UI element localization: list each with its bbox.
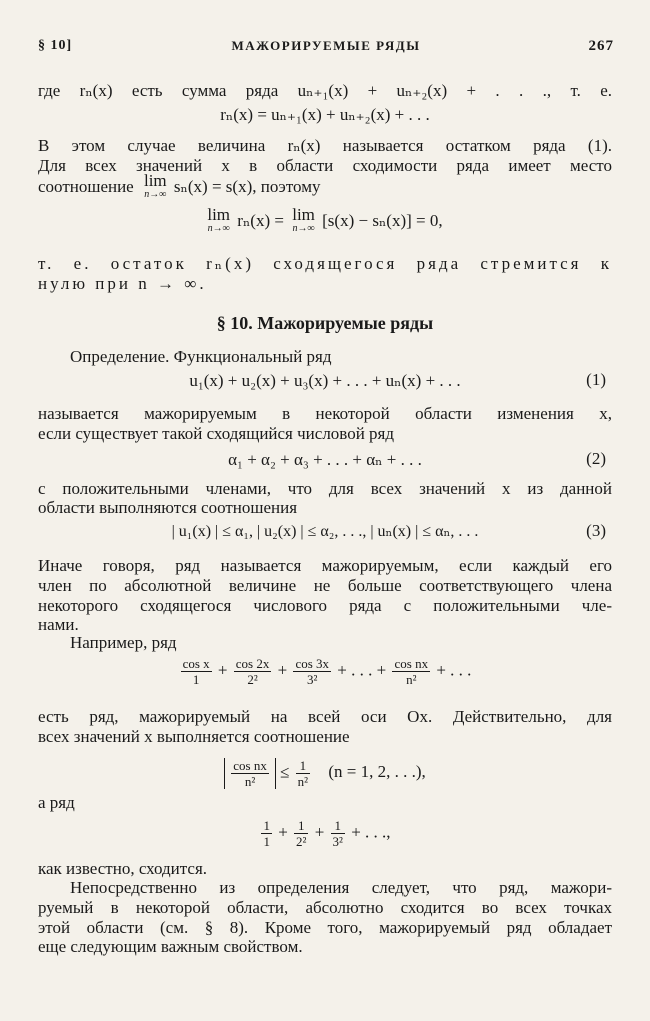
fraction — [261, 818, 272, 849]
equation-2: α₁ + α₂ + α₃ + . . . + αₙ + . . . — [228, 450, 422, 469]
text-line: с положительными членами, что для всех значений x из данной — [38, 479, 612, 498]
frac-den: n² — [244, 774, 256, 789]
frac-num: cos x — [182, 656, 210, 671]
example-series — [0, 656, 650, 687]
page-header — [38, 38, 614, 60]
ellipsis: . . . — [351, 660, 373, 680]
fraction — [296, 758, 310, 789]
text-line: если существует такой сходящийся числовой ряд — [38, 424, 395, 443]
fraction — [231, 758, 269, 789]
frac-num: 1 — [263, 818, 270, 833]
text-fragment: соотношение — [38, 176, 134, 196]
plus-sign: + — [217, 660, 228, 680]
text-line: области выполняются соотношения — [38, 498, 298, 517]
frac-den: 2² — [247, 672, 258, 687]
equation-3: | u₁(x) | ≤ α₁, | u₂(x) | ≤ α₂, . . ., | uₙ(x) | ≤ αₙ, . . . — [171, 523, 479, 540]
formula-limit — [0, 205, 650, 236]
frac-num: 1 — [294, 818, 308, 834]
limit-operator — [292, 205, 315, 236]
text-line: Иначе говоря, ряд называется мажорируемым, если каждый его — [38, 556, 612, 575]
lim-subscript: n→∞ — [144, 189, 167, 200]
absolute-value — [224, 758, 276, 789]
frac-num: 1 — [331, 818, 345, 834]
equation-number: (1) — [586, 370, 606, 389]
text-line-limit — [38, 171, 612, 202]
header-section: § 10] — [38, 38, 73, 53]
frac-num: cos nx — [233, 758, 267, 773]
frac-den: 2² — [296, 834, 307, 849]
frac-den: n² — [406, 672, 417, 687]
ellipsis: . . . — [450, 660, 472, 680]
plus-sign: + — [277, 660, 288, 680]
frac-num: cos 3x — [295, 656, 330, 671]
page-number: 267 — [588, 38, 614, 54]
text-line: Для всех значений x в области сходимости ряда имеет место — [38, 156, 612, 175]
convergent-series — [0, 818, 650, 849]
text-line: всех значений x выполняется соотношение — [38, 727, 350, 746]
formula-fragment: [s(x) − sₙ(x)] = 0, — [322, 210, 443, 230]
frac-den: 3² — [307, 672, 318, 687]
lim-subscript: n→∞ — [207, 223, 230, 234]
frac-den: n² — [297, 774, 309, 789]
text-line: называется мажорируемым в некоторой области изменения x, — [38, 404, 612, 423]
text-line: есть ряд, мажорируемый на всей оси Ox. Действительно, для — [38, 707, 612, 726]
text-line: этой области (см. § 8). Кроме того, мажорируемый ряд обладает — [38, 918, 612, 937]
text-line: член по абсолютной величине не больше соответствующего члена — [38, 576, 612, 595]
frac-den: 3² — [332, 834, 343, 849]
definition-intro: Определение. Функциональный ряд — [70, 347, 332, 366]
less-equal-sign: ≤ — [280, 762, 290, 782]
series-tail: + . . ., — [351, 822, 391, 842]
frac-num: cos nx — [394, 656, 429, 671]
fraction — [181, 656, 212, 687]
formula-remainder: rₙ(x) = uₙ₊₁(x) + uₙ₊₂(x) + . . . — [220, 105, 430, 124]
frac-num: 1 — [296, 758, 310, 774]
plus-sign: + — [278, 822, 288, 842]
lim-label: lim — [207, 205, 231, 224]
text-line: где rₙ(x) есть сумма ряда uₙ₊₁(x) + uₙ₊₂(x) + . . ., т. е. — [38, 81, 612, 100]
plus-sign: + — [314, 822, 325, 842]
lim-label: lim — [143, 171, 167, 190]
limit-operator — [143, 171, 167, 202]
lim-subscript: n→∞ — [292, 223, 315, 234]
text-line: а ряд — [38, 793, 75, 812]
inequality-tail: (n = 1, 2, . . .), — [328, 762, 426, 782]
inequality — [0, 758, 650, 789]
frac-num: cos 2x — [235, 656, 270, 671]
text-line: Непосредственно из определения следует, что ряд, мажори- — [70, 878, 612, 897]
frac-den: 1 — [192, 672, 200, 687]
header-title: МАЖОРИРУЕМЫЕ РЯДЫ — [231, 38, 421, 53]
equation-number: (2) — [586, 449, 606, 468]
fraction — [293, 656, 331, 687]
lim-label: lim — [292, 205, 315, 224]
section-heading: § 10. Мажорируемые ряды — [216, 313, 434, 333]
formula-fragment: rₙ(x) = — [237, 210, 284, 230]
plus-sign: + — [337, 660, 347, 680]
text-line: еще следующим важным свойством. — [38, 937, 303, 956]
text-line: т. е. остаток rₙ(x) сходящегося ряда стремится к — [38, 254, 612, 273]
frac-den: 1 — [263, 834, 270, 849]
text-fragment: sₙ(x) = s(x), поэтому — [173, 176, 321, 196]
text-line: нулю при n → ∞. — [38, 274, 207, 293]
equation-1: u₁(x) + u₂(x) + u₃(x) + . . . + uₙ(x) + . . . — [189, 371, 461, 390]
plus-sign: + — [376, 660, 387, 680]
text-line: как известно, сходится. — [38, 859, 208, 878]
fraction — [234, 656, 272, 687]
limit-operator — [207, 205, 231, 236]
plus-sign: + — [436, 660, 446, 680]
fraction — [392, 656, 430, 687]
text-line: нами. — [38, 615, 79, 634]
text-line: руемый в некоторой области, абсолютно сходится во всех точках — [38, 898, 612, 917]
text-line: В этом случае величина rₙ(x) называется остатком ряда (1). — [38, 136, 612, 155]
text-line: некоторого сходящегося числового ряда с положительными чле- — [38, 596, 612, 615]
fraction — [331, 818, 345, 849]
equation-number: (3) — [586, 521, 606, 540]
example-intro: Например, ряд — [70, 633, 177, 652]
fraction — [294, 818, 308, 849]
